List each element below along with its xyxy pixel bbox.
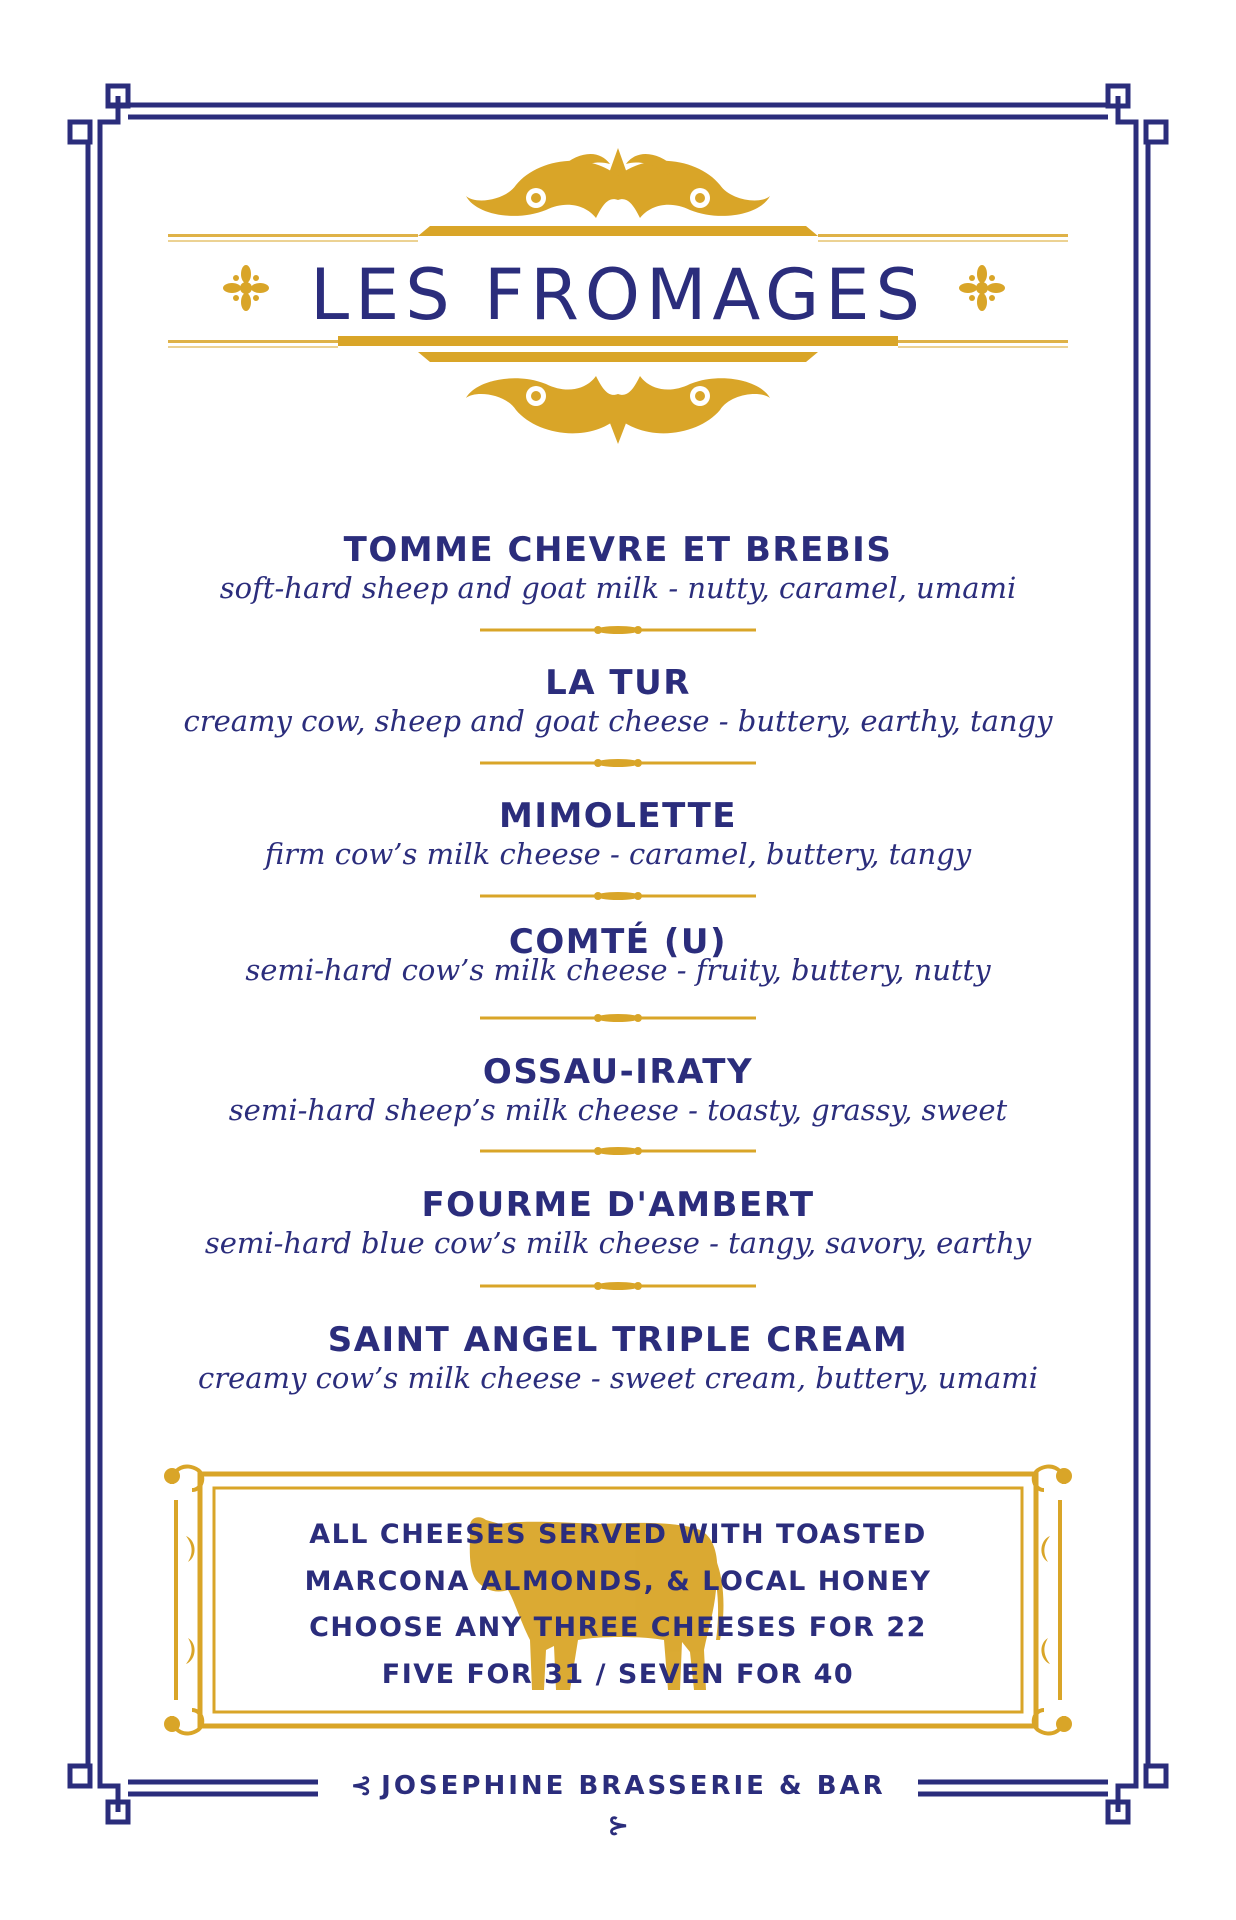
item-description: semi-hard blue cow’s milk cheese - tangy, savory, earthy (204, 1226, 1032, 1260)
item-description: creamy cow, sheep and goat cheese - buttery, earthy, tangy (183, 704, 1053, 738)
menu-title: LES FROMAGES (310, 254, 926, 336)
note-line: FIVE FOR 31 / SEVEN FOR 40 (381, 1658, 855, 1690)
serving-note (240, 1512, 996, 1698)
note-line: CHOOSE ANY THREE CHEESES FOR 22 (309, 1612, 927, 1643)
item-name: MIMOLETTE (498, 796, 737, 836)
list-item (140, 796, 1096, 872)
note-line: ALL CHEESES SERVED WITH TOASTED (309, 1519, 927, 1550)
list-item (140, 530, 1096, 606)
item-description: firm cow’s milk cheese - caramel, buttery, tangy (264, 837, 972, 871)
item-description: semi-hard cow’s milk cheese - fruity, buttery, nutty (245, 953, 991, 987)
item-name: COMTÉ (U) (508, 922, 728, 962)
item-name: FOURME D'AMBERT (421, 1185, 815, 1225)
item-description: semi-hard sheep’s milk cheese - toasty, grassy, sweet (228, 1093, 1008, 1127)
item-name: LA TUR (545, 663, 691, 703)
item-name: TOMME CHEVRE ET BREBIS (343, 530, 893, 570)
item-description: creamy cow’s milk cheese - sweet cream, buttery, umami (197, 1361, 1039, 1395)
list-item (140, 1185, 1096, 1261)
list-item (140, 1052, 1096, 1128)
list-item (140, 663, 1096, 739)
flourish-icon: ⊰ (350, 1771, 382, 1801)
list-item (140, 1320, 1096, 1396)
item-description: soft-hard sheep and goat milk - nutty, caramel, umami (219, 571, 1017, 605)
note-line: MARCONA ALMONDS, & LOCAL HONEY (304, 1565, 932, 1597)
footer (340, 1766, 896, 1841)
restaurant-name: JOSEPHINE BRASSERIE & BAR (381, 1771, 886, 1801)
item-name: SAINT ANGEL TRIPLE CREAM (327, 1320, 909, 1360)
flourish-icon: ⊱ (607, 1811, 629, 1841)
list-item (140, 922, 1096, 988)
item-name: OSSAU-IRATY (482, 1052, 754, 1092)
